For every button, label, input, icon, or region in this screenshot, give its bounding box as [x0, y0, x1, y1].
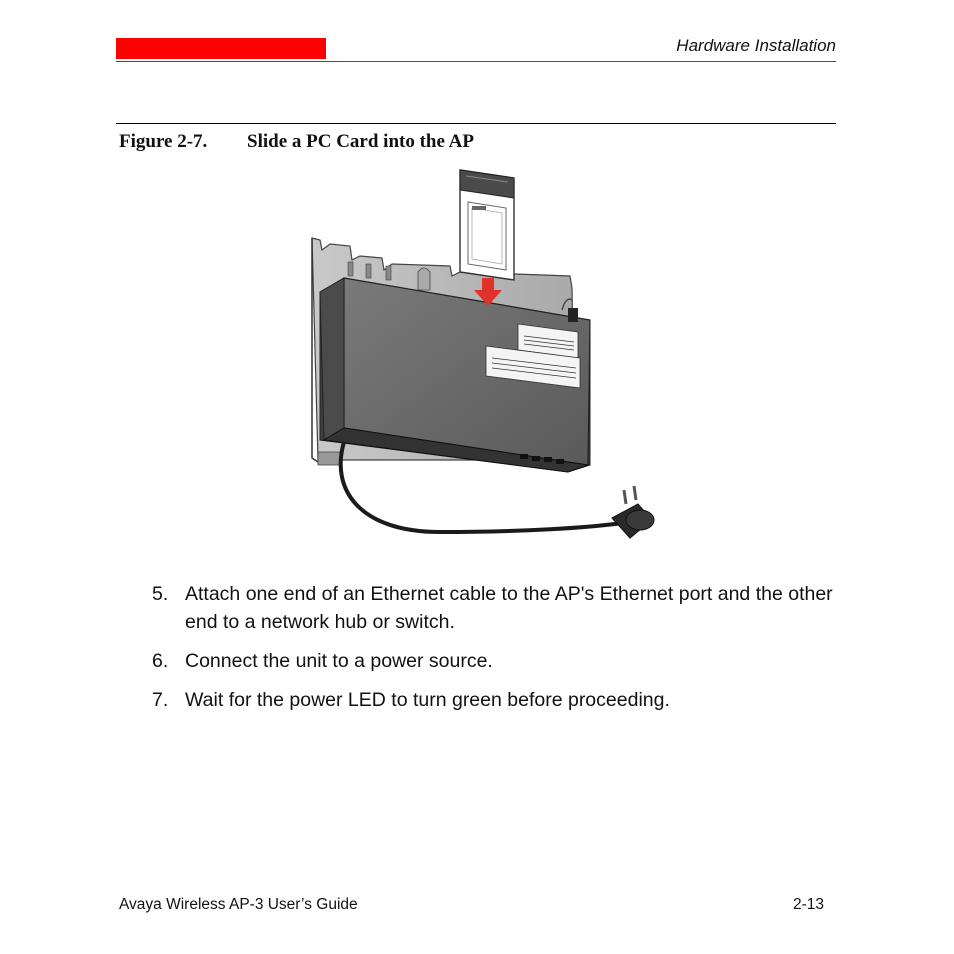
- footer-guide-title: Avaya Wireless AP-3 User’s Guide: [119, 896, 358, 913]
- step-number: 5.: [152, 583, 169, 605]
- header-rule: [116, 61, 836, 62]
- step-number: 6.: [152, 650, 169, 672]
- header-accent-bar: [116, 38, 326, 59]
- step-number: 7.: [152, 689, 169, 711]
- step-text: Connect the unit to a power source.: [185, 650, 493, 672]
- step-item: [152, 647, 842, 675]
- step-text: Wait for the power LED to turn green before proceeding.: [185, 689, 670, 711]
- figure-caption: [119, 131, 474, 153]
- page-number: 2-13: [792, 896, 824, 913]
- section-title: Hardware Installation: [676, 36, 836, 55]
- pc-card: [460, 170, 514, 280]
- figure-title: Slide a PC Card into the AP: [247, 131, 474, 152]
- figure-illustration: [300, 160, 670, 552]
- step-item: [152, 686, 842, 714]
- figure-number: Figure 2-7.: [119, 131, 208, 152]
- step-text: Attach one end of an Ethernet cable to the AP's Ethernet port and the other end to a network hub or switch.: [185, 583, 833, 633]
- step-item: [152, 580, 842, 636]
- instruction-steps: [152, 580, 842, 725]
- figure-rule: [116, 123, 836, 124]
